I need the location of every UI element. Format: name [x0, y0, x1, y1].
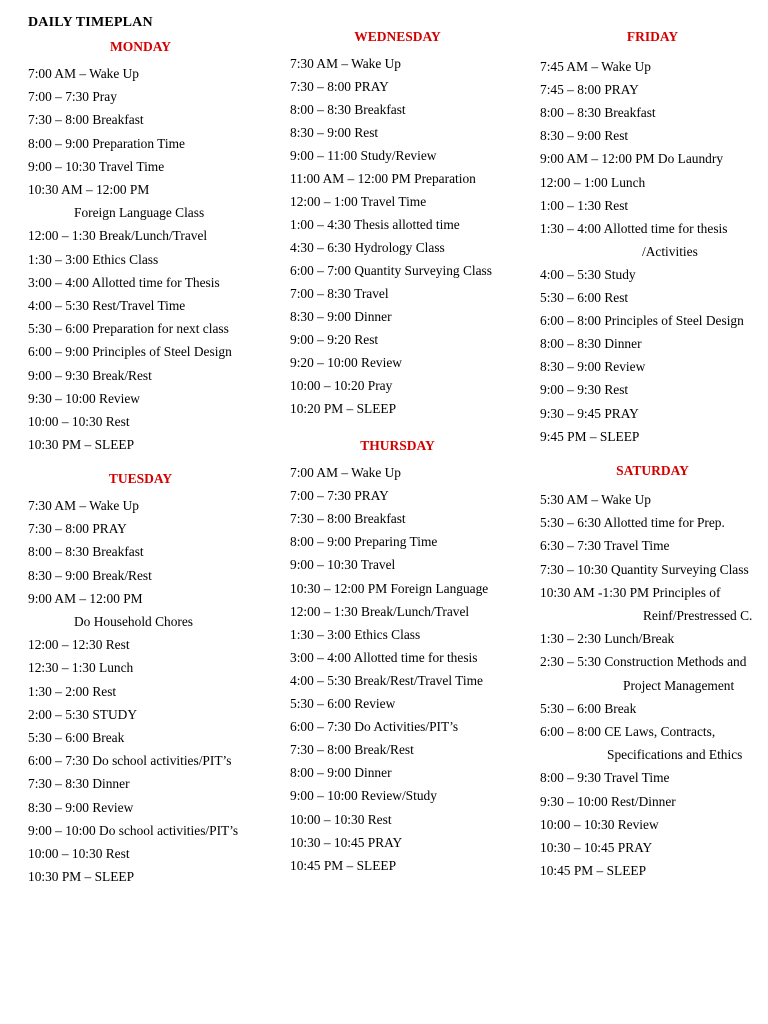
schedule-entry-friday: 4:00 – 5:30 Study	[540, 266, 636, 282]
schedule-entry-monday: 9:00 – 10:30 Travel Time	[28, 158, 165, 174]
schedule-entry-saturday: 9:30 – 10:00 Rest/Dinner	[540, 793, 676, 809]
schedule-entry-monday: 9:00 – 9:30 Break/Rest	[28, 367, 152, 383]
schedule-entry-wednesday: 9:20 – 10:00 Review	[290, 355, 402, 370]
day-heading-tuesday: TUESDAY	[108, 471, 173, 486]
schedule-entry-saturday: 2:30 – 5:30 Construction Methods and	[540, 654, 747, 670]
schedule-entry-thursday: 3:00 – 4:00 Allotted time for thesis	[290, 649, 478, 665]
schedule-entry-saturday: 7:30 – 10:30 Quantity Surveying Class	[540, 561, 749, 577]
schedule-entry-thursday: 10:30 – 12:00 PM Foreign Language	[290, 580, 489, 596]
page-title: DAILY TIMEPLAN	[28, 15, 153, 30]
schedule-entry-friday: 8:00 – 8:30 Breakfast	[540, 105, 656, 121]
schedule-entry-friday: 8:30 – 9:00 Review	[540, 359, 646, 375]
schedule-entry-tuesday: 9:00 – 10:00 Do school activities/PIT’s	[28, 822, 239, 838]
day-heading-friday: FRIDAY	[626, 29, 679, 44]
day-heading-monday: MONDAY	[109, 39, 171, 54]
schedule-entry-tuesday: 7:30 AM – Wake Up	[28, 498, 140, 513]
schedule-entry-thursday: 9:00 – 10:00 Review/Study	[290, 788, 437, 804]
schedule-entry-saturday: 5:30 – 6:30 Allotted time for Prep.	[540, 515, 725, 531]
schedule-entry-saturday: 10:00 – 10:30 Review	[540, 816, 659, 832]
schedule-entry-wednesday: 11:00 AM – 12:00 PM Preparation	[290, 171, 476, 186]
schedule-entry-wednesday: 7:00 – 8:30 Travel	[290, 286, 389, 301]
schedule-entry-monday: 7:00 AM – Wake Up	[28, 66, 140, 81]
schedule-entry-wednesday: 12:00 – 1:00 Travel Time	[290, 194, 427, 209]
day-heading-thursday: THURSDAY	[360, 438, 435, 453]
schedule-entry-tuesday: Do Household Chores	[74, 614, 194, 629]
schedule-entry-friday: 8:30 – 9:00 Rest	[540, 128, 629, 144]
schedule-entry-tuesday: 10:30 PM – SLEEP	[28, 869, 135, 885]
schedule-entry-monday: 12:00 – 1:30 Break/Lunch/Travel	[28, 228, 208, 244]
schedule-entry-wednesday: 10:20 PM – SLEEP	[290, 401, 397, 416]
schedule-entry-monday: Foreign Language Class	[74, 205, 205, 221]
schedule-entry-friday: /Activities	[642, 243, 698, 259]
schedule-entry-saturday: 10:30 AM -1:30 PM Principles of	[540, 584, 721, 600]
schedule-entry-wednesday: 9:00 – 9:20 Rest	[290, 332, 379, 347]
schedule-entry-saturday: 10:45 PM – SLEEP	[540, 863, 647, 879]
schedule-entry-friday: 1:00 – 1:30 Rest	[540, 197, 629, 213]
schedule-entry-monday: 6:00 – 9:00 Principles of Steel Design	[28, 344, 232, 360]
schedule-entry-friday: 9:30 – 9:45 PRAY	[540, 405, 639, 421]
schedule-entry-tuesday: 10:00 – 10:30 Rest	[28, 846, 130, 861]
schedule-entry-wednesday: 6:00 – 7:00 Quantity Surveying Class	[290, 263, 492, 278]
schedule-entry-saturday: Project Management	[623, 677, 735, 693]
schedule-entry-thursday: 6:00 – 7:30 Do Activities/PIT’s	[290, 719, 459, 735]
schedule-entry-tuesday: 8:00 – 8:30 Breakfast	[28, 544, 144, 560]
schedule-entry-saturday: 5:30 AM – Wake Up	[540, 492, 652, 507]
schedule-entry-monday: 7:00 – 7:30 Pray	[28, 89, 117, 105]
schedule-entry-thursday: 7:00 AM – Wake Up	[290, 465, 402, 480]
schedule-entry-wednesday: 10:00 – 10:20 Pray	[290, 378, 393, 393]
schedule-entry-monday: 10:30 AM – 12:00 PM	[28, 182, 150, 197]
schedule-entry-saturday: Specifications and Ethics	[607, 747, 743, 763]
schedule-entry-monday: 10:30 PM – SLEEP	[28, 437, 135, 453]
schedule-entry-tuesday: 12:00 – 12:30 Rest	[28, 637, 130, 653]
schedule-entry-tuesday: 9:00 AM – 12:00 PM	[28, 590, 143, 606]
schedule-entry-thursday: 7:30 – 8:00 Break/Rest	[290, 742, 414, 758]
schedule-entry-thursday: 12:00 – 1:30 Break/Lunch/Travel	[290, 603, 470, 619]
schedule-entry-saturday: 1:30 – 2:30 Lunch/Break	[540, 631, 675, 647]
schedule-entry-friday: 1:30 – 4:00 Allotted time for thesis	[540, 220, 728, 236]
schedule-entry-thursday: 4:00 – 5:30 Break/Rest/Travel Time	[290, 672, 483, 688]
schedule-entry-friday: 7:45 AM – Wake Up	[540, 59, 652, 74]
schedule-entry-thursday: 7:00 – 7:30 PRAY	[290, 488, 389, 504]
schedule-entry-monday: 7:30 – 8:00 Breakfast	[28, 112, 144, 128]
schedule-entry-wednesday: 7:30 AM – Wake Up	[290, 56, 402, 71]
schedule-entry-wednesday: 7:30 – 8:00 PRAY	[290, 79, 389, 94]
day-heading-wednesday: WEDNESDAY	[354, 29, 441, 44]
schedule-entry-monday: 3:00 – 4:00 Allotted time for Thesis	[28, 274, 220, 290]
schedule-entry-tuesday: 1:30 – 2:00 Rest	[28, 683, 117, 699]
schedule-entry-thursday: 8:00 – 9:00 Preparing Time	[290, 534, 438, 550]
schedule-entry-thursday: 8:00 – 9:00 Dinner	[290, 765, 392, 781]
schedule-entry-monday: 5:30 – 6:00 Preparation for next class	[28, 321, 229, 337]
schedule-entry-wednesday: 1:00 – 4:30 Thesis allotted time	[290, 217, 460, 232]
schedule-entry-tuesday: 8:30 – 9:00 Break/Rest	[28, 567, 152, 583]
schedule-entry-saturday: Reinf/Prestressed C.	[643, 608, 753, 623]
schedule-entry-friday: 6:00 – 8:00 Principles of Steel Design	[540, 313, 744, 329]
schedule-entry-wednesday: 8:30 – 9:00 Dinner	[290, 309, 392, 324]
schedule-entry-monday: 10:00 – 10:30 Rest	[28, 414, 130, 429]
schedule-entry-tuesday: 7:30 – 8:00 PRAY	[28, 521, 127, 537]
schedule-entry-friday: 8:00 – 8:30 Dinner	[540, 336, 642, 352]
schedule-entry-tuesday: 2:00 – 5:30 STUDY	[28, 706, 137, 722]
schedule-entry-tuesday: 7:30 – 8:30 Dinner	[28, 776, 130, 792]
schedule-entry-wednesday: 4:30 – 6:30 Hydrology Class	[290, 240, 445, 255]
schedule-entry-friday: 9:45 PM – SLEEP	[540, 428, 640, 444]
schedule-entry-tuesday: 5:30 – 6:00 Break	[28, 730, 125, 745]
schedule-entry-thursday: 9:00 – 10:30 Travel	[290, 557, 396, 573]
schedule-entry-monday: 4:00 – 5:30 Rest/Travel Time	[28, 298, 186, 313]
schedule-entry-friday: 9:00 AM – 12:00 PM Do Laundry	[540, 151, 724, 167]
schedule-entry-saturday: 8:00 – 9:30 Travel Time	[540, 770, 670, 786]
schedule-entry-wednesday: 9:00 – 11:00 Study/Review	[290, 148, 437, 163]
schedule-entry-saturday: 6:30 – 7:30 Travel Time	[540, 538, 670, 554]
schedule-entry-thursday: 5:30 – 6:00 Review	[290, 696, 396, 711]
day-heading-saturday: SATURDAY	[616, 463, 689, 478]
schedule-entry-thursday: 1:30 – 3:00 Ethics Class	[290, 626, 421, 642]
schedule-entry-thursday: 10:45 PM – SLEEP	[290, 857, 397, 873]
schedule-entry-monday: 9:30 – 10:00 Review	[28, 390, 140, 406]
schedule-entry-friday: 12:00 – 1:00 Lunch	[540, 174, 646, 190]
schedule-entry-friday: 5:30 – 6:00 Rest	[540, 290, 629, 305]
schedule-entry-friday: 7:45 – 8:00 PRAY	[540, 82, 639, 98]
schedule-entry-saturday: 5:30 – 6:00 Break	[540, 700, 637, 716]
schedule-entry-thursday: 10:00 – 10:30 Rest	[290, 811, 392, 827]
schedule-entry-wednesday: 8:00 – 8:30 Breakfast	[290, 102, 406, 117]
schedule-entry-tuesday: 8:30 – 9:00 Review	[28, 799, 134, 815]
schedule-entry-monday: 1:30 – 3:00 Ethics Class	[28, 251, 159, 267]
schedule-entry-saturday: 6:00 – 8:00 CE Laws, Contracts,	[540, 724, 716, 739]
schedule-entry-saturday: 10:30 – 10:45 PRAY	[540, 840, 653, 855]
schedule-entry-thursday: 7:30 – 8:00 Breakfast	[290, 511, 406, 527]
schedule-entry-thursday: 10:30 – 10:45 PRAY	[290, 834, 403, 850]
schedule-entry-friday: 9:00 – 9:30 Rest	[540, 382, 629, 398]
schedule-entry-wednesday: 8:30 – 9:00 Rest	[290, 125, 379, 140]
schedule-entry-tuesday: 12:30 – 1:30 Lunch	[28, 660, 134, 676]
schedule-entry-monday: 8:00 – 9:00 Preparation Time	[28, 135, 185, 151]
schedule-entry-tuesday: 6:00 – 7:30 Do school activities/PIT’s	[28, 753, 232, 769]
